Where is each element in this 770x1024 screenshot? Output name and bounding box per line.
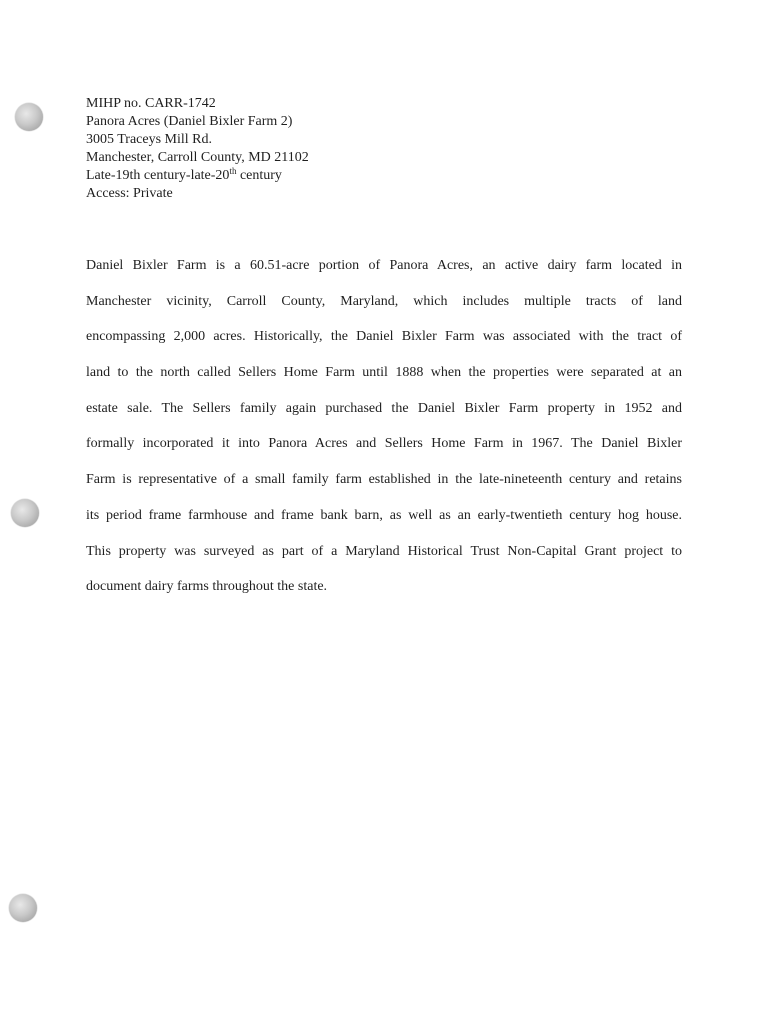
punch-hole-top [15,103,43,131]
paragraph-line: estate sale. The Sellers family again purchased the Daniel Bixler Farm property in 1952 and [86,400,682,416]
date-prefix: Late-19th century-late-20 [86,168,230,183]
property-address: 3005 Traceys Mill Rd. [86,132,213,147]
paragraph-line: encompassing 2,000 acres. Historically, the Daniel Bixler Farm was associated with the tract of [86,329,682,345]
paragraph-line: land to the north called Sellers Home Farm until 1888 when the properties were separated at an [86,365,682,381]
paragraph-line: its period frame farmhouse and frame bank barn, as well as an early-twentieth century hog house. [86,507,682,523]
summary-paragraph [86,253,682,610]
property-access: Access: Private [86,186,173,201]
property-name: Panora Acres (Daniel Bixler Farm 2) [86,114,293,129]
property-date-range [86,167,309,185]
mihp-number: MIHP no. CARR-1742 [86,96,216,111]
punch-hole-middle [11,499,39,527]
paragraph-line: document dairy farms throughout the state. [86,579,328,595]
paragraph-line: formally incorporated it into Panora Acres and Sellers Home Farm in 1967. The Daniel Bixler [86,436,682,452]
paragraph-line: Daniel Bixler Farm is a 60.51-acre portion of Panora Acres, an active dairy farm located in [86,258,682,273]
property-location: Manchester, Carroll County, MD 21102 [86,150,309,165]
paragraph-line: This property was surveyed as part of a Maryland Historical Trust Non-Capital Grant project to [86,543,682,559]
date-suffix: century [236,168,282,183]
paragraph-line: Manchester vicinity, Carroll County, Maryland, which includes multiple tracts of land [86,293,682,309]
paragraph-line: Farm is representative of a small family farm established in the late-nineteenth century and retains [86,472,682,488]
punch-hole-bottom [9,894,37,922]
date-superscript: th [229,166,237,176]
property-header [86,95,309,203]
